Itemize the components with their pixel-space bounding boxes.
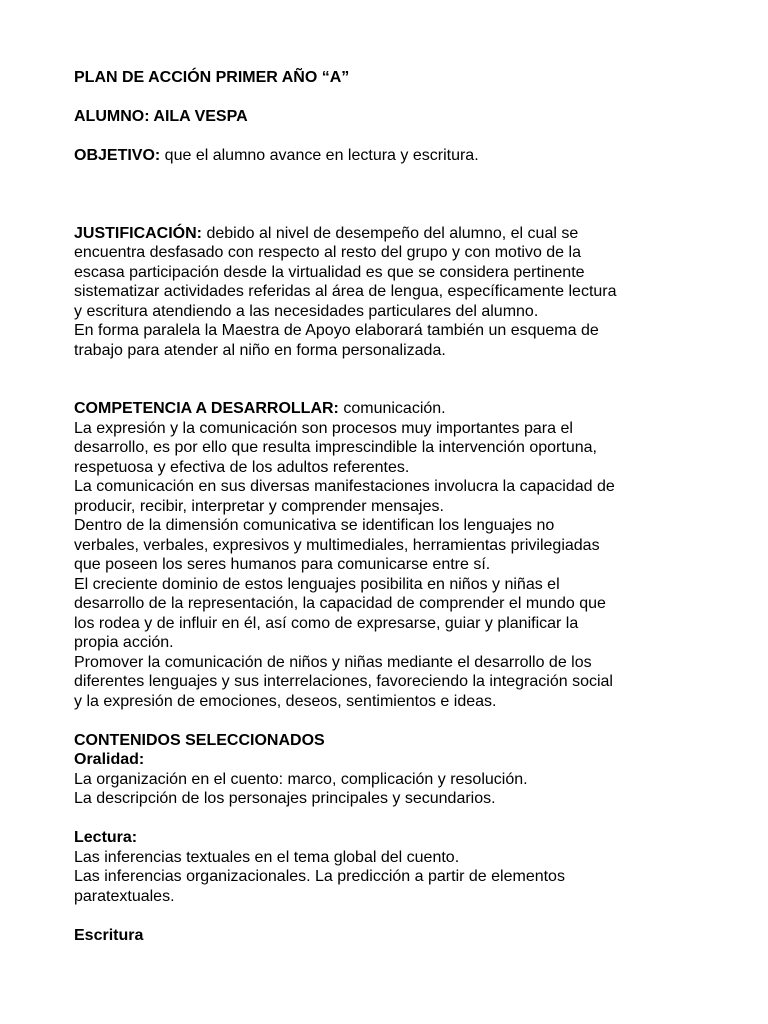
oralidad-label: Oralidad: bbox=[74, 751, 145, 768]
list-item: La organización en el cuento: marco, complicación y resolución. bbox=[74, 770, 528, 788]
document-title: PLAN DE ACCIÓN PRIMER AÑO “A” bbox=[74, 69, 350, 86]
list-item: Las inferencias organizacionales. La predicción a partir de elementos bbox=[74, 868, 565, 885]
competence-paragraph: COMPETENCIA A DESARROLLAR: comunicación. La expresión y la comunicación son procesos muy importantes para el desarrollo, es por ello que resulta imprescindible la intervención oportuna, respetuosa y efectiva de los adultos referentes. La comunicación en sus diversas manifestaciones involucra la capacidad de producir, recibir, interpretar y comprender mensajes. Dentro de la dimensión comunicativa se identifican los lenguajes no verbales, verbales, expresivos y multimediales, herramientas privilegiadas que poseen los seres humanos para comunicarse entre sí. El creciente dominio de estos lenguajes posibilita en niños y niñas el desarrollo de la representación, la capacidad de comprender el mundo que los rodea y de influir en él, así como de expresarse, guiar y planificar la propia acción. Promover la comunicación de niños y niñas mediante el desarrollo de los diferentes lenguajes y sus interrelaciones, favoreciendo la integración social y la expresión de emociones, deseos, sentimientos e ideas. bbox=[74, 400, 615, 710]
objective-text: que el alumno avance en lectura y escritura. bbox=[160, 147, 479, 164]
justification-paragraph: JUSTIFICACIÓN: debido al nivel de desempeño del alumno, el cual se encuentra desfasado con respecto al resto del grupo y con motivo de la escasa participación desde la virtualidad es que se considera pertinente sistematizar actividades referidas al área de lengua, específicamente lectura y escritura atendiendo a las necesidades particulares del alumno. En forma paralela la Maestra de Apoyo elaborará también un esquema de trabajo para atender al niño en forma personalizada. bbox=[74, 224, 617, 359]
justification-label: JUSTIFICACIÓN: bbox=[74, 224, 202, 242]
competence-label: COMPETENCIA A DESARROLLAR: bbox=[74, 400, 339, 417]
contents-heading: CONTENIDOS SELECCIONADOS bbox=[74, 731, 325, 749]
objective-label: OBJETIVO: bbox=[74, 147, 161, 164]
list-item: La descripción de los personajes principales y secundarios. bbox=[74, 790, 496, 807]
lectura-label: Lectura: bbox=[74, 829, 138, 846]
objective-paragraph bbox=[74, 146, 714, 166]
list-item: paratextuales. bbox=[74, 887, 175, 905]
escritura-label: Escritura bbox=[74, 926, 144, 944]
document-page bbox=[74, 68, 714, 945]
list-item: Las inferencias textuales en el tema global del cuento. bbox=[74, 848, 460, 866]
student-name: ALUMNO: AILA VESPA bbox=[74, 108, 248, 125]
contents-section bbox=[74, 731, 714, 946]
